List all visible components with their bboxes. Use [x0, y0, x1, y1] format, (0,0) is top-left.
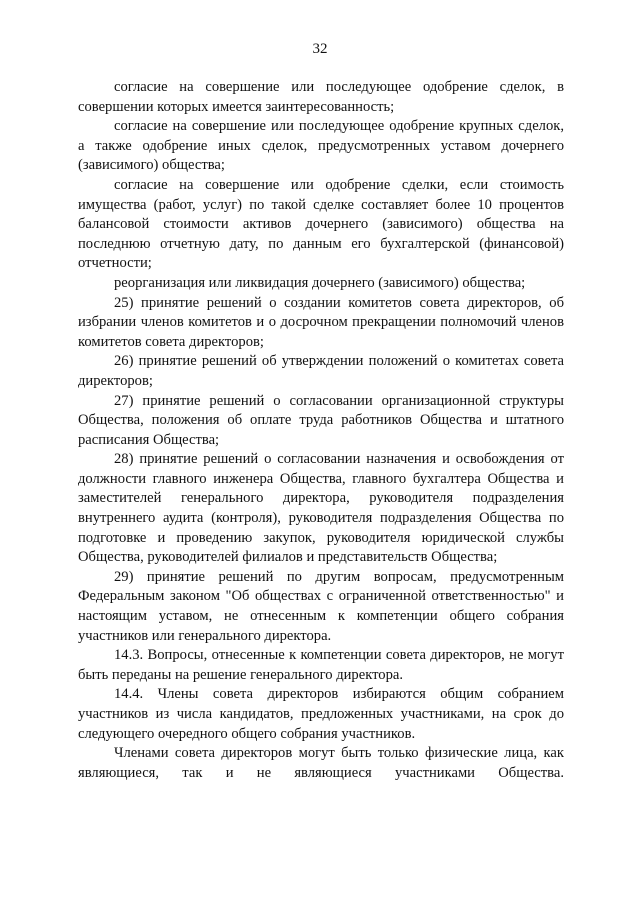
paragraph-item-28: 28) принятие решений о согласовании назначения и освобождения от должности главного инженера Общества, главного бухгалтера Общества и заместителей генерального директора, руководителя подразделения внутреннего аудита (контроля), руководителя подразделения Общества по подготовке и проведению закупок, руководителя юридической службы Общества, руководителей филиалов и представительств Общества;	[78, 451, 564, 566]
paragraph-item-27: 27) принятие решений о согласовании организационной структуры Общества, положения об оплате труда работников Общества и штатного расписания Общества;	[78, 392, 564, 448]
paragraph-item-25: 25) принятие решений о создании комитетов совета директоров, об избрании членов комитетов и о досрочном прекращении полномочий членов комитетов совета директоров;	[78, 294, 564, 350]
paragraph-asset-value-transactions: согласие на совершение или одобрение сделки, если стоимость имущества (работ, услуг) по такой сделке составляет более 10 процентов балансовой стоимости активов дочернего (зависимого) общества на последнюю отчетную дату, по данным его бухгалтерской (финансовой) отчетности;	[78, 176, 564, 272]
paragraph-major-transactions: согласие на совершение или последующее одобрение крупных сделок, а также одобрение иных сделок, предусмотренных уставом дочернего (зависимого) общества;	[78, 118, 564, 174]
paragraph-section-14-4: 14.4. Члены совета директоров избираются общим собранием участников из числа кандидатов, предложенных участниками, на срок до следующего очередного общего собрания участников.	[78, 686, 564, 742]
page-number: 32	[312, 41, 328, 57]
paragraph-board-members: Членами совета директоров могут быть только физические лица, как являющиеся, так и не являющиеся участниками Общества.	[78, 745, 564, 781]
document-body	[78, 78, 564, 783]
paragraph-item-26: 26) принятие решений об утверждении положений о комитетах совета директоров;	[78, 353, 564, 389]
paragraph-item-29: 29) принятие решений по другим вопросам, предусмотренным Федеральным законом "Об обществах с ограниченной ответственностью" и настоящим уставом, не отнесенным к компетенции общего собрания участников или генерального директора.	[78, 568, 564, 644]
paragraph-reorganization: реорганизация или ликвидация дочернего (зависимого) общества;	[114, 274, 526, 291]
paragraph-section-14-3: 14.3. Вопросы, отнесенные к компетенции совета директоров, не могут быть переданы на решение генерального директора.	[78, 647, 564, 683]
paragraph-interested-party-transactions: согласие на совершение или последующее одобрение сделок, в совершении которых имеется заинтересованность;	[78, 79, 564, 115]
